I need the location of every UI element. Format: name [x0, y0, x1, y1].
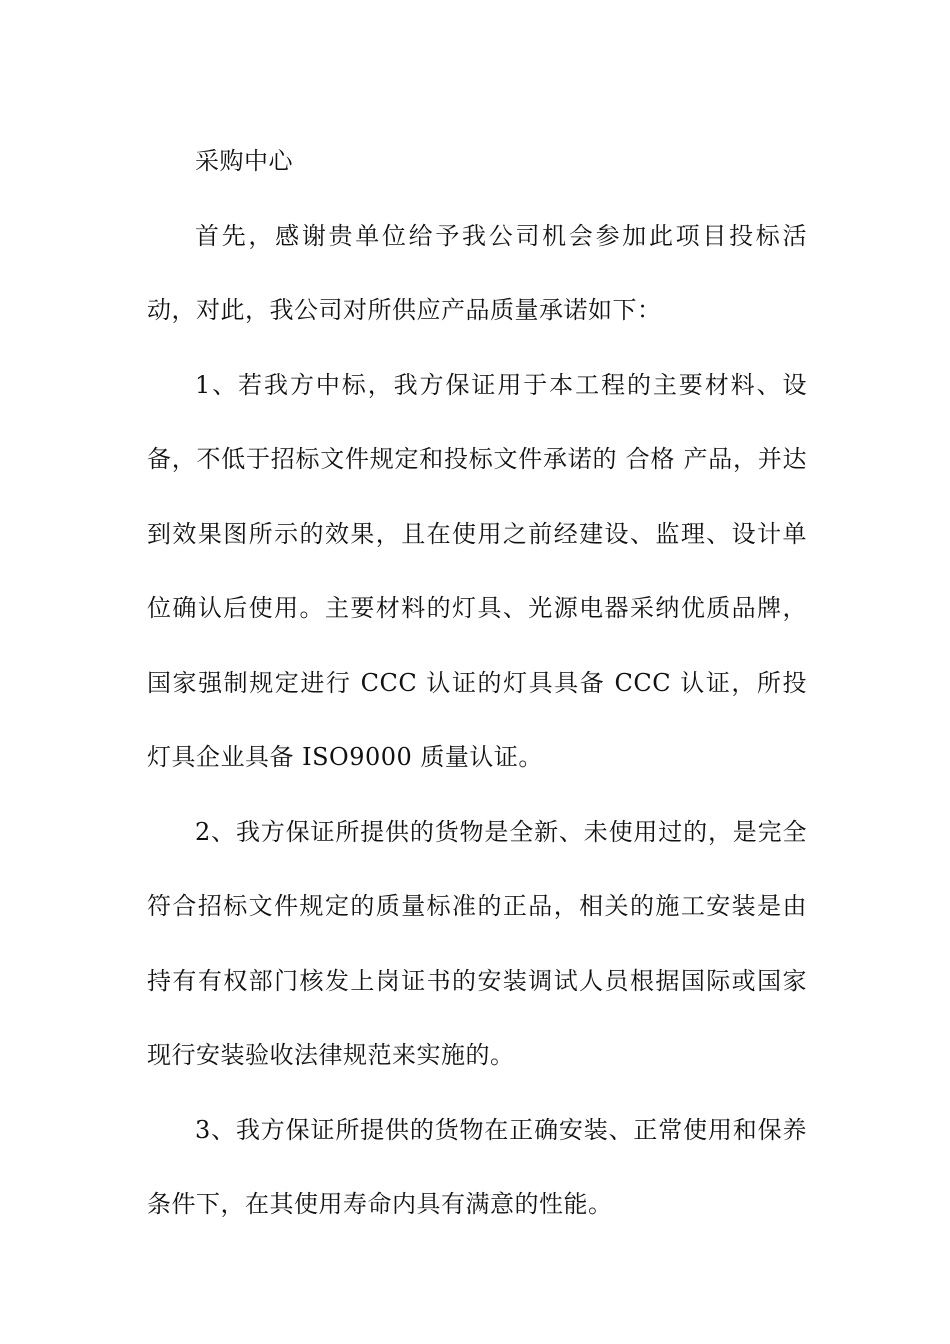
commitment-item-2: 2、我方保证所提供的货物是全新、未使用过的，是完全符合招标文件规定的质量标准的正品，相关的施工安装是由持有有权部门核发上岗证书的安装调试人员根据国际或国家现行安装验收法律规范来实施的。: [147, 817, 807, 1069]
intro-paragraph: 首先，感谢贵单位给予我公司机会参加此项目投标活动，对此，我公司对所供应产品质量承诺如下：: [147, 221, 807, 324]
commitment-item-3: 3、我方保证所提供的货物在正确安装、正常使用和保养条件下，在其使用寿命内具有满意的性能。: [147, 1115, 807, 1218]
commitment-item-1: 1、若我方中标，我方保证用于本工程的主要材料、设备，不低于招标文件规定和投标文件承诺的 合格 产品，并达到效果图所示的效果，且在使用之前经建设、监理、设计单位确认后使用。主要材料的灯具、光源电器采纳优质品牌，国家强制规定进行 CCC 认证的灯具具备 CCC 认证，所投灯具企业具备 ISO9000 质量认证。: [147, 370, 807, 771]
document-body: [147, 124, 807, 1242]
recipient-line: 采购中心: [195, 147, 293, 175]
